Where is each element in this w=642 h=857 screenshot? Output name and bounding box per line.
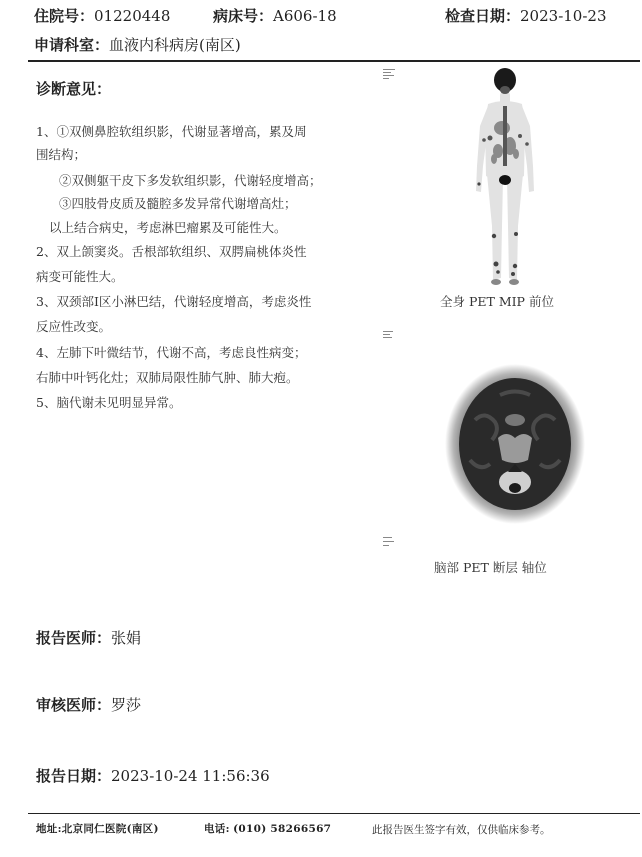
report-date-value: 2023-10-24 11:56:36 <box>111 767 270 785</box>
image-corner-text-marks <box>383 536 395 548</box>
exam-date-value: 2023-10-23 <box>520 7 607 25</box>
header-divider <box>28 60 640 62</box>
admission-value: 01220448 <box>94 7 171 25</box>
image-corner-text-marks <box>383 330 395 340</box>
whole-body-pet-mip-image <box>470 66 540 292</box>
diagnosis-line: ②双侧躯干皮下多发软组织影，代谢轻度增高； <box>59 173 322 188</box>
brain-image-caption: 脑部 PET 断层 轴位 <box>434 560 547 575</box>
diagnosis-line: 2、双上颌窦炎。舌根部软组织、双腭扁桃体炎性 <box>36 244 307 259</box>
report-date-label: 报告日期： <box>36 767 112 785</box>
reviewing-physician <box>36 694 141 715</box>
report-date <box>36 765 270 786</box>
footer-note: 此报告医生签字有效，仅供临床参考。 <box>372 824 551 836</box>
reviewer-label: 审核医师： <box>36 696 112 714</box>
department <box>34 34 241 55</box>
diagnosis-line: 围结构； <box>36 147 87 162</box>
exam-date-label: 检查日期： <box>445 7 521 25</box>
department-value: 血液内科病房(南区) <box>109 36 241 54</box>
diagnosis-title: 诊断意见： <box>36 80 112 98</box>
diagnosis-line: 3、双颈部I区小淋巴结，代谢轻度增高，考虑炎性 <box>36 294 312 309</box>
footer-phone-value: (010) 58266567 <box>233 823 332 835</box>
admission-label: 住院号： <box>34 7 95 25</box>
diagnosis-line: 右肺中叶钙化灶；双肺局限性肺气肿、肺大疱。 <box>36 370 299 385</box>
diagnosis-line: 反应性改变。 <box>36 319 112 334</box>
footer-divider <box>28 813 640 814</box>
brain-axial-pet-image <box>440 360 590 530</box>
diagnosis-line: 4、左肺下叶微结节，代谢不高，考虑良性病变； <box>36 345 307 360</box>
reporter-value: 张娟 <box>111 629 142 647</box>
diagnosis-line: ③四肢骨皮质及髓腔多发异常代谢增高灶； <box>59 196 297 211</box>
exam-date <box>445 5 607 26</box>
bed-value: A606-18 <box>273 7 337 25</box>
image-corner-text-marks <box>383 68 397 82</box>
mip-image-caption: 全身 PET MIP 前位 <box>440 294 554 309</box>
footer-address <box>36 821 159 836</box>
reporting-physician <box>36 627 141 648</box>
admission-number <box>34 5 170 26</box>
reporter-label: 报告医师： <box>36 629 112 647</box>
bed-label: 病床号： <box>213 7 274 25</box>
reviewer-value: 罗莎 <box>111 696 142 714</box>
footer-phone-label: 电话: <box>204 823 230 835</box>
diagnosis-line: 1、①双侧鼻腔软组织影，代谢显著增高，累及周 <box>36 124 307 139</box>
bed-number <box>213 5 337 26</box>
diagnosis-line: 5、脑代谢未见明显异常。 <box>36 395 182 410</box>
department-label: 申请科室： <box>34 36 110 54</box>
footer-phone <box>204 821 331 836</box>
diagnosis-line: 以上结合病史，考虑淋巴瘤累及可能性大。 <box>49 220 287 235</box>
footer-address-text: 地址:北京同仁医院(南区) <box>36 823 159 835</box>
diagnosis-line: 病变可能性大。 <box>36 269 124 284</box>
